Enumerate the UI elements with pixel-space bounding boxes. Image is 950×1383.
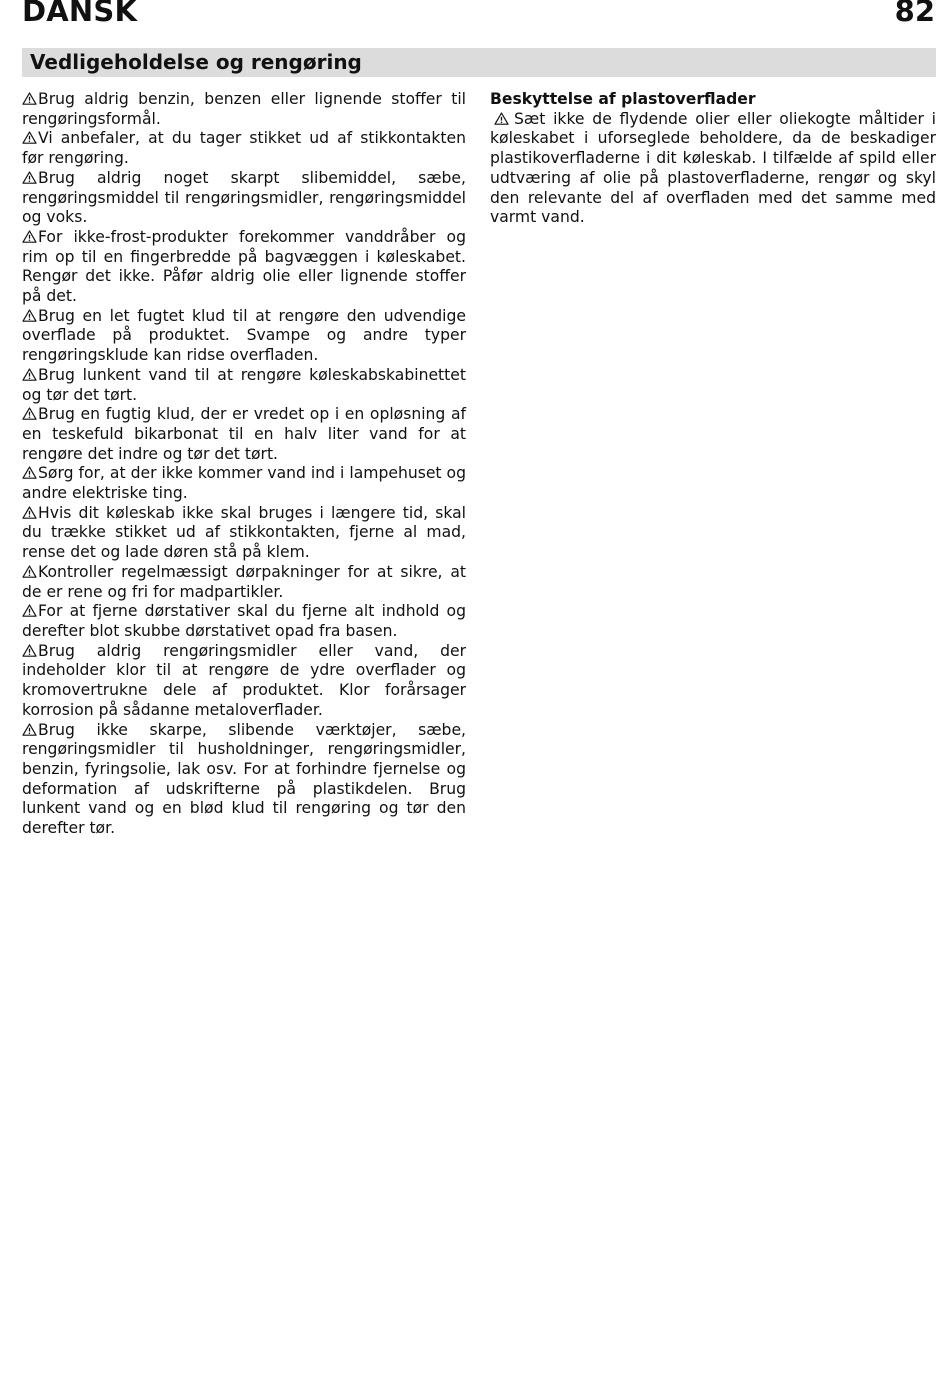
warning-paragraph	[22, 642, 466, 721]
warning-paragraph	[22, 405, 466, 464]
page-number: 82	[894, 0, 935, 28]
warning-triangle-icon	[494, 112, 509, 125]
section-title-bar	[22, 48, 936, 77]
paragraph-text: Kontroller regelmæssigt dørpakninger for at sikre, at de er rene og fri for madpartikler.	[22, 562, 466, 601]
right-column	[490, 90, 936, 228]
warning-paragraph	[22, 228, 466, 307]
warning-triangle-icon	[22, 368, 37, 381]
subsection-heading: Beskyttelse af plastoverflader	[490, 90, 756, 108]
paragraph-text: For ikke-frost-produkter forekommer vanddråber og rim op til en fingerbredde på bagvæggen i køleskabet. Rengør det ikke. Påfør aldrig olie eller lignende stoffer på det.	[22, 227, 466, 306]
warning-triangle-icon	[22, 466, 37, 479]
warning-paragraph	[22, 563, 466, 602]
paragraph-text: Brug lunkent vand til at rengøre køleskabskabinettet og tør det tørt.	[22, 365, 466, 404]
warning-paragraph	[22, 307, 466, 366]
warning-paragraph	[22, 90, 466, 129]
warning-paragraph	[22, 504, 466, 563]
warning-triangle-icon	[22, 565, 37, 578]
warning-paragraph	[22, 464, 466, 503]
warning-triangle-icon	[22, 171, 37, 184]
paragraph-text: Brug en fugtig klud, der er vredet op i en opløsning af en teskefuld bikarbonat til en halv liter vand for at rengøre det indre og tør det tørt.	[22, 405, 466, 463]
warning-triangle-icon	[22, 407, 37, 420]
warning-triangle-icon	[22, 309, 37, 322]
paragraph-text: Brug aldrig benzin, benzen eller lignende stoffer til rengøringsformål.	[22, 90, 466, 128]
left-column	[22, 90, 466, 839]
paragraph-text: Brug aldrig rengøringsmidler eller vand, der indeholder klor til at rengøre de ydre overflader og kromovertrukne dele af produktet. Klor forårsager korrosion på sådanne metaloverflader.	[22, 641, 466, 719]
header-language: DANSK	[22, 0, 138, 28]
warning-triangle-icon	[22, 506, 37, 519]
warning-paragraph	[490, 110, 936, 228]
warning-triangle-icon	[22, 723, 37, 736]
paragraph-text: Sæt ikke de flydende olier eller oliekogte måltider i køleskabet i uforseglede beholdere, da de beskadiger plastikoverfladerne i dit køleskab. I tilfælde af spild eller udtværing af olie på plastoverfladerne, rengør og skyl den relevante del af overfladen med det samme med varmt vand.	[490, 109, 936, 227]
warning-paragraph	[22, 366, 466, 405]
paragraph-text: Brug ikke skarpe, slibende værktøjer, sæbe, rengøringsmidler til husholdninger, rengøringsmidler, benzin, fyringsolie, lak osv. For at forhindre fjernelse og deformation af udskrifterne på plastikdelen. Brug lunkent vand og en blød klud til rengøring og tør den derefter tør.	[22, 720, 466, 838]
paragraph-text: Hvis dit køleskab ikke skal bruges i længere tid, skal du trække stikket ud af stikkontakten, fjerne al mad, rense det og lade døren stå på klem.	[22, 503, 466, 562]
warning-paragraph	[22, 129, 466, 168]
paragraph-text: Sørg for, at der ikke kommer vand ind i lampehuset og andre elektriske ting.	[22, 464, 466, 503]
paragraph-text: Brug en let fugtet klud til at rengøre den udvendige overflade på produktet. Svampe og andre typer rengøringsklude kan ridse overfladen.	[22, 306, 466, 365]
warning-triangle-icon	[22, 92, 37, 105]
warning-triangle-icon	[22, 604, 37, 617]
paragraph-text: Vi anbefaler, at du tager stikket ud af stikkontakten før rengøring.	[22, 129, 466, 168]
warning-triangle-icon	[22, 644, 37, 657]
warning-paragraph	[22, 602, 466, 641]
warning-paragraph	[22, 169, 466, 228]
section-title: Vedligeholdelse og rengøring	[30, 50, 362, 74]
paragraph-text: For at fjerne dørstativer skal du fjerne alt indhold og derefter blot skubbe dørstativet opad fra basen.	[22, 602, 466, 640]
warning-triangle-icon	[22, 131, 37, 144]
paragraph-text: Brug aldrig noget skarpt slibemiddel, sæbe, rengøringsmiddel til rengøringsmidler, rengøringsmiddel og voks.	[22, 168, 466, 227]
warning-triangle-icon	[22, 230, 37, 243]
warning-paragraph	[22, 721, 466, 839]
